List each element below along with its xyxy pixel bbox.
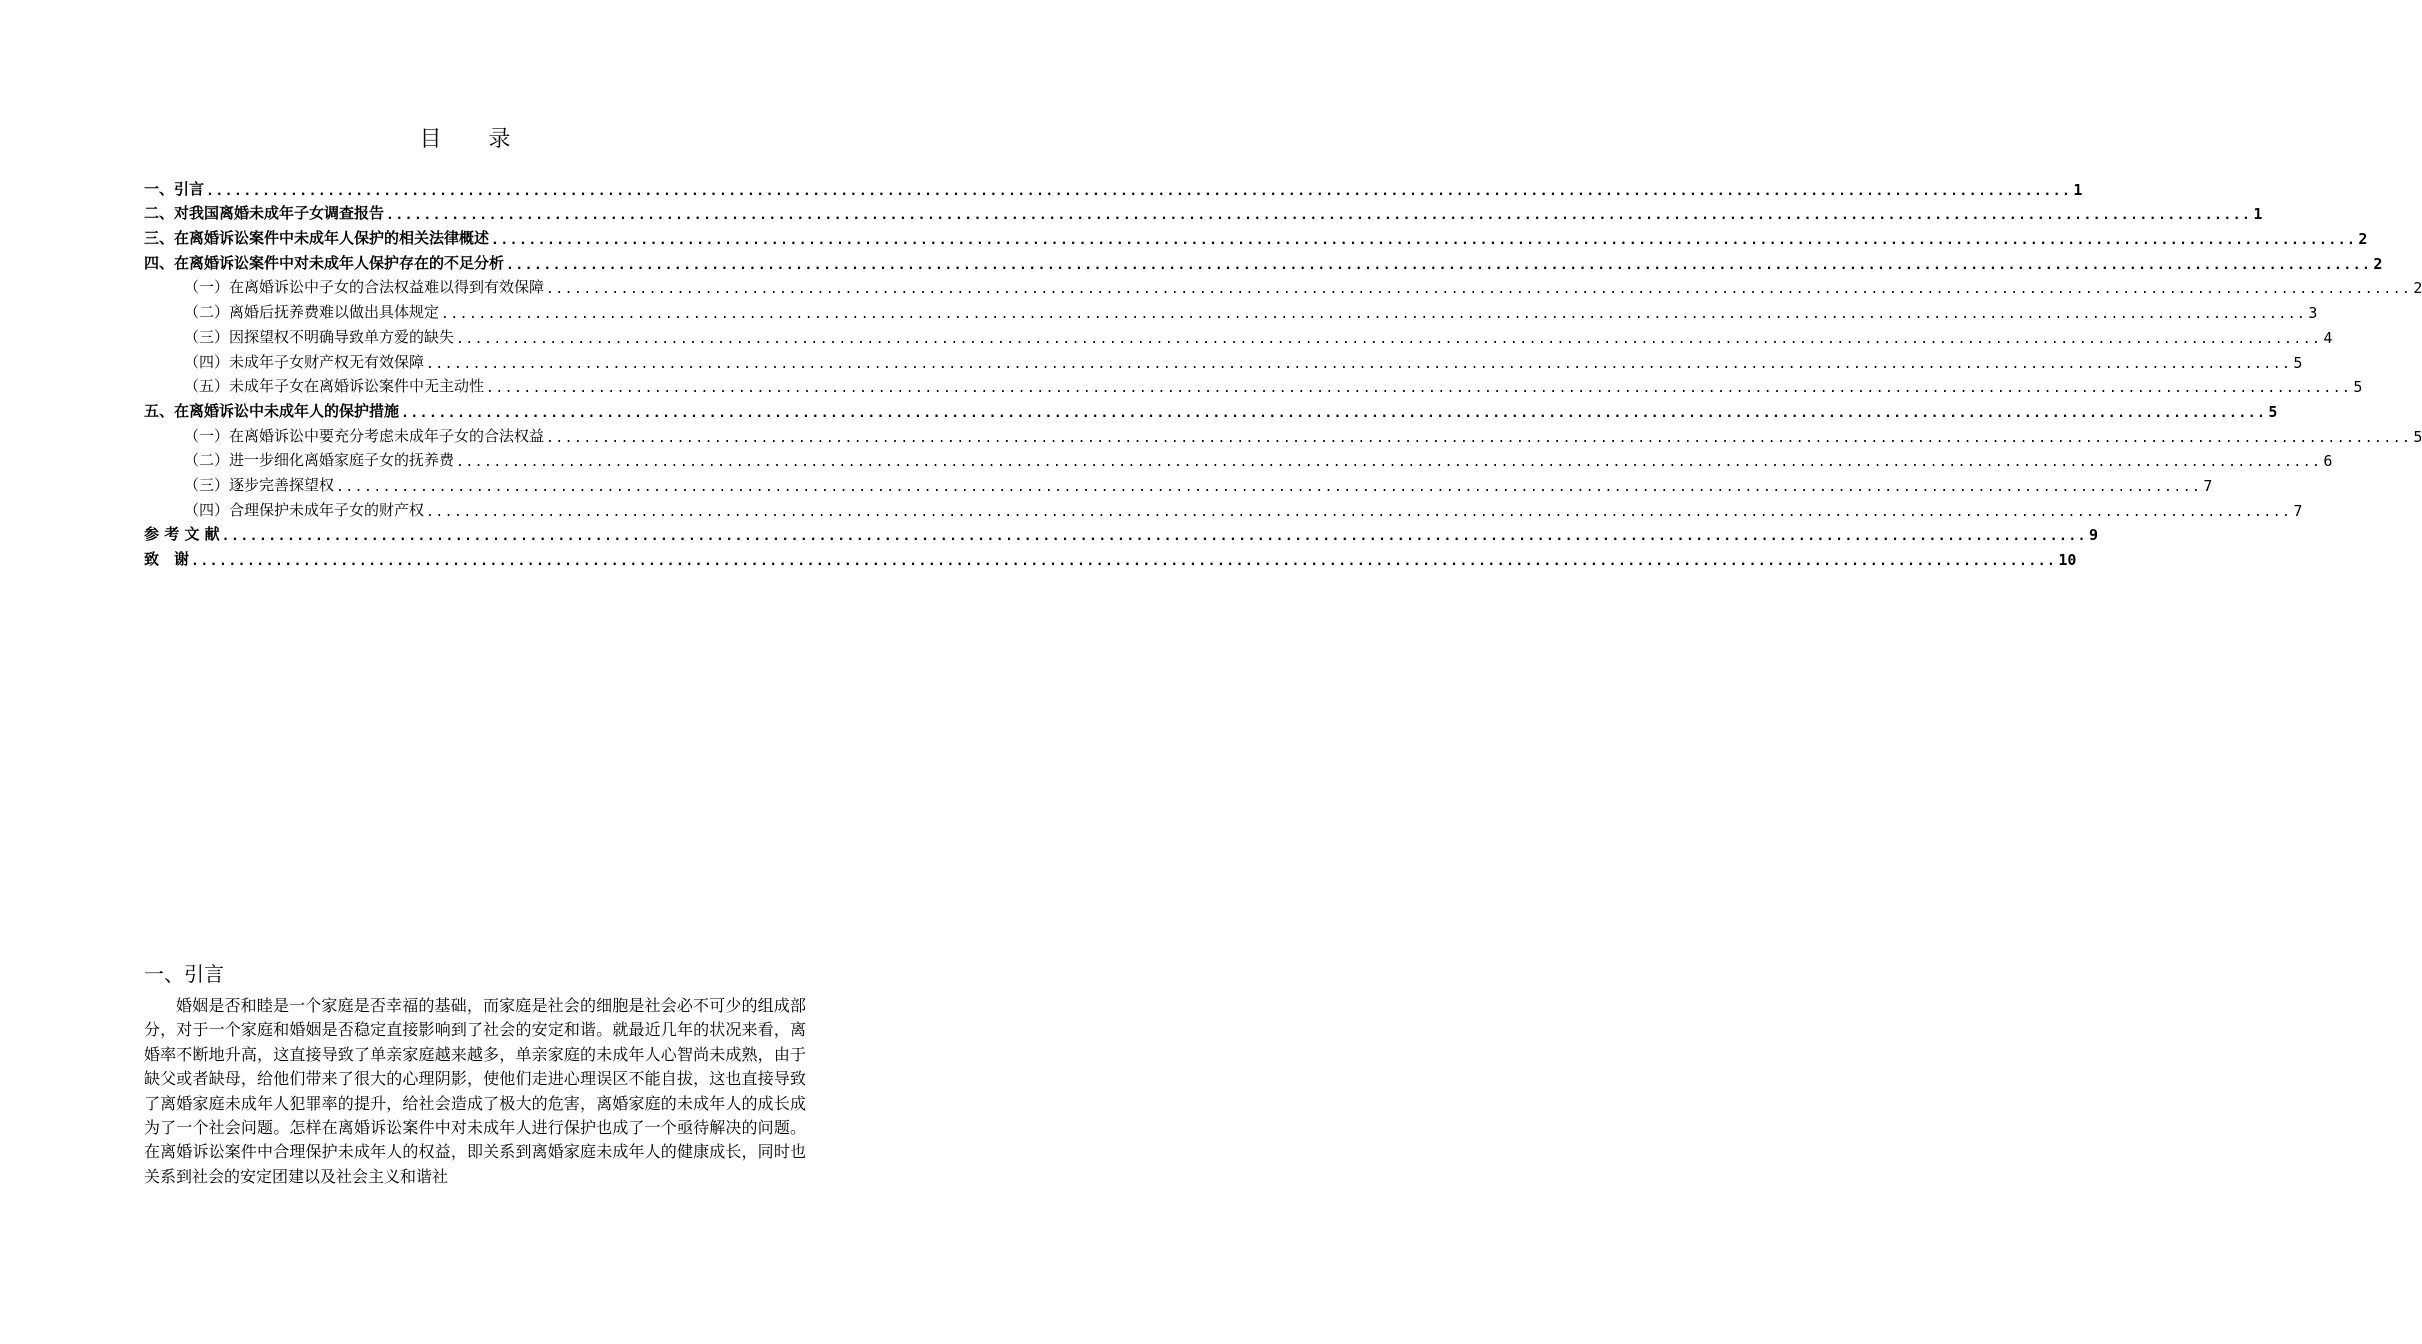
toc-entry-text: 一、引言	[144, 179, 205, 198]
toc-entry-page: 5	[2353, 378, 2363, 397]
toc-title: 目 录	[419, 127, 531, 152]
toc-entry[interactable]	[144, 544, 2077, 569]
toc-entry-page: 10	[2058, 551, 2077, 569]
toc-leader-dots: ........................................................................................................................................................................................................	[426, 356, 2292, 372]
toc-entry[interactable]	[144, 446, 2333, 471]
toc-entry[interactable]	[144, 372, 2363, 397]
toc-leader-dots: ........................................................................................................................................................................................................	[506, 257, 2372, 273]
toc-entry-text: 三、在离婚诉讼案件中未成年人保护的相关法律概述	[144, 229, 490, 248]
toc-entry-text: （三）因探望权不明确导致单方爱的缺失	[184, 327, 455, 346]
table-of-contents	[144, 174, 2422, 569]
toc-leader-dots: ........................................................................................................................................................................................................	[486, 381, 2352, 397]
toc-entry-text: 参 考 文 献	[144, 525, 220, 544]
toc-leader-dots: ........................................................................................................................................................................................................	[206, 183, 2072, 199]
toc-entry-text: 致 谢	[144, 550, 190, 568]
toc-entry[interactable]	[144, 199, 2263, 224]
toc-entry-text: 二、对我国离婚未成年子女调查报告	[144, 204, 385, 223]
toc-leader-dots: ........................................................................................................................................................................................................	[456, 331, 2322, 347]
toc-entry-page: 7	[2203, 476, 2213, 495]
toc-entry-text: （一）在离婚诉讼中子女的合法权益难以得到有效保障	[184, 278, 545, 297]
toc-entry-page: 2	[2413, 279, 2422, 298]
toc-entry[interactable]	[144, 520, 2099, 545]
toc-entry[interactable]	[144, 470, 2213, 495]
toc-entry-text: （二）进一步细化离婚家庭子女的抚养费	[184, 451, 455, 470]
toc-entry-text: （五）未成年子女在离婚诉讼案件中无主动性	[184, 377, 485, 396]
toc-entry-page: 2	[2358, 230, 2368, 249]
toc-entry[interactable]	[144, 273, 2422, 298]
toc-entry-page: 4	[2323, 328, 2333, 347]
toc-leader-dots: ........................................................................................................................................................................................................	[221, 529, 2088, 545]
section-paragraph: 婚姻是否和睦是一个家庭是否幸福的基础，而家庭是社会的细胞是社会必不可少的组成部分，对于一个家庭和婚姻是否稳定直接影响到了社会的安定和谐。就最近几年的状况来看，离婚率不断地升高，这直接导致了单亲家庭越来越多，单亲家庭的未成年人心智尚未成熟，由于缺父或者缺母，给他们带来了很大的心理阴影，使他们走进心理误区不能自拔，这也直接导致了离婚家庭未成年人犯罪率的提升，给社会造成了极大的危害，离婚家庭的未成年人的成长成为了一个社会问题。怎样在离婚诉讼案件中对未成年人进行保护也成了一个亟待解决的问题。在离婚诉讼案件中合理保护未成年人的权益，即关系到离婚家庭未成年人的健康成长，同时也关系到社会的安定团建以及社会主义和谐社	[144, 996, 806, 1186]
toc-entry-page: 1	[2073, 180, 2083, 199]
toc-entry-text: （四）未成年子女财产权无有效保障	[184, 352, 425, 371]
toc-entry-text: 五、在离婚诉讼中未成年人的保护措施	[144, 401, 400, 420]
toc-leader-dots: ........................................................................................................................................................................................................	[401, 405, 2267, 421]
toc-entry[interactable]	[144, 297, 2318, 323]
toc-leader-dots: ........................................................................................................................................................................................................	[386, 208, 2252, 224]
toc-leader-dots: ........................................................................................................................................................................................................	[191, 554, 2057, 569]
toc-entry[interactable]	[144, 495, 2303, 520]
toc-leader-dots: ........................................................................................................................................................................................................	[426, 504, 2292, 520]
toc-entry-page: 5	[2413, 427, 2422, 446]
toc-leader-dots: ........................................................................................................................................................................................................	[546, 282, 2412, 298]
toc-entry-page: 2	[2373, 254, 2383, 273]
toc-entry[interactable]	[144, 347, 2303, 372]
toc-leader-dots: ........................................................................................................................................................................................................	[491, 233, 2357, 249]
toc-leader-dots: ........................................................................................................................................................................................................	[441, 307, 2307, 323]
toc-entry[interactable]	[144, 174, 2083, 199]
toc-entry-page: 7	[2293, 501, 2303, 520]
toc-entry-text: （一）在离婚诉讼中要充分考虑未成年子女的合法权益	[184, 426, 545, 445]
toc-entry-page: 3	[2308, 304, 2318, 323]
toc-entry[interactable]	[144, 248, 2383, 273]
toc-entry-page: 5	[2268, 402, 2278, 421]
toc-entry-text: （四）合理保护未成年子女的财产权	[184, 500, 425, 519]
toc-leader-dots: ........................................................................................................................................................................................................	[336, 479, 2202, 495]
toc-entry-text: （二）离婚后抚养费难以做出具体规定	[184, 303, 440, 322]
toc-entry[interactable]	[144, 322, 2333, 347]
toc-entry[interactable]	[144, 421, 2422, 446]
toc-entry-text: （三）逐步完善探望权	[184, 475, 335, 494]
toc-entry[interactable]	[144, 223, 2368, 249]
toc-entry-page: 5	[2293, 353, 2303, 372]
toc-leader-dots: ........................................................................................................................................................................................................	[456, 455, 2322, 471]
toc-entry-page: 6	[2323, 452, 2333, 471]
toc-entry-text: 四、在离婚诉讼案件中对未成年人保护存在的不足分析	[144, 253, 505, 272]
toc-leader-dots: ........................................................................................................................................................................................................	[546, 430, 2412, 446]
toc-entry-page: 9	[2089, 526, 2099, 545]
toc-entry[interactable]	[144, 396, 2278, 421]
toc-entry-page: 1	[2253, 205, 2263, 224]
section-heading: 一、引言	[144, 962, 224, 986]
